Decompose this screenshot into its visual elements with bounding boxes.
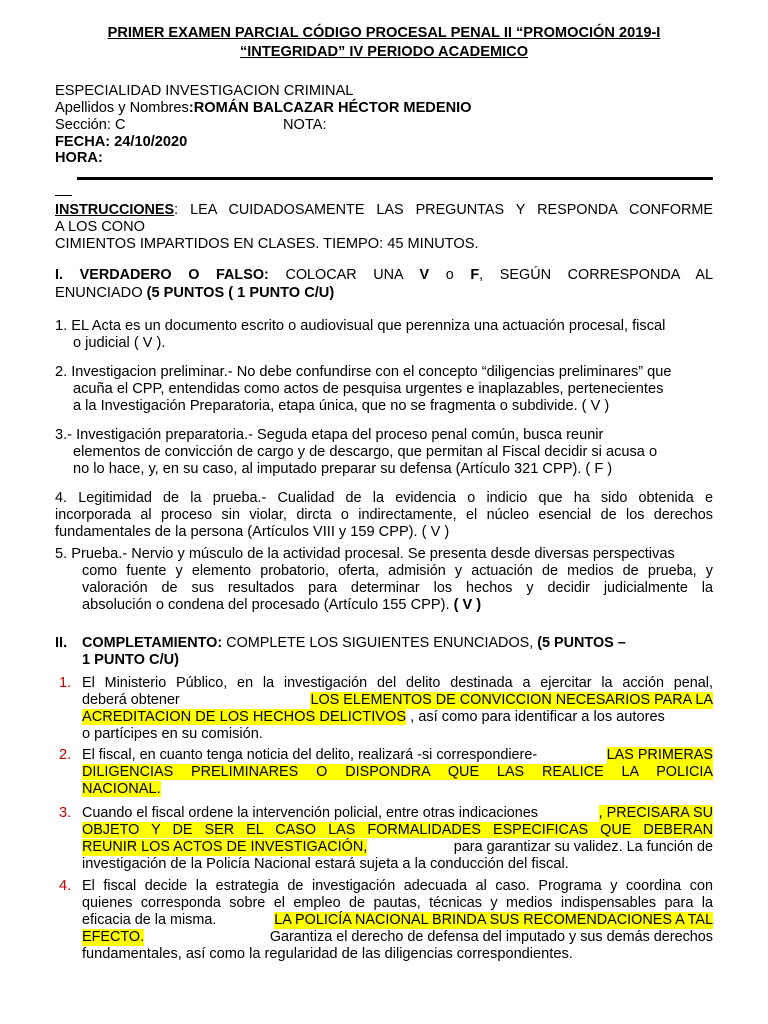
item-4-line-1: El fiscal decide la estrategia de investigación adecuada al caso. Programa y coordina con [82,878,713,894]
item-3-line-4: investigación de la Policía Nacional estará sujeta a la conducción del fiscal. [82,856,569,872]
item-1-number: 1. [59,675,72,691]
item-3-line-3: REUNIR LOS ACTOS DE INVESTIGACIÓN, para garantizar su validez. La función de [82,839,713,855]
item-4-line-3: eficacia de la misma. LA POLICÍA NACIONAL BRINDA SUS RECOMENDACIONES A TAL [82,912,713,928]
question-4-line-2: incorporada al proceso sin violar, dircta o indirectamente, el núcleo esencial de los derechos [55,507,713,523]
item-2-answer-part-1: LAS PRIMERAS [606,747,713,763]
section-2-number: II. [55,635,68,651]
question-3-line-3: no lo hace, y, en su caso, al imputado preparar su defensa (Artículo 321 CPP). ( F ) [73,461,613,477]
section-2-heading: COMPLETAMIENTO: COMPLETE LOS SIGUIENTES ENUNCIADOS, (5 PUNTOS – [82,635,626,651]
item-3-line-2 [82,822,713,839]
item-3-line-1: Cuando el fiscal ordene la intervención policial, entre otras indicaciones , PRECISARA SU [82,805,713,821]
question-4-line-1: 4. Legitimidad de la prueba.- Cualidad de la evidencia o indicio que ha sido obtenida e [55,490,713,506]
item-4-line-2: quienes corresponda sobre el empleo de pautas, técnicas y medios indispensables para la [82,895,713,911]
item-1-answer-part-1: LOS ELEMENTOS DE CONVICCION NECESARIOS PARA LA [310,692,713,708]
instructions-line-3: CIMIENTOS IMPARTIDOS EN CLASES. TIEMPO: 45 MINUTOS. [55,236,479,252]
question-2-line-1: 2. Investigacion preliminar.- No debe confundirse con el concepto “diligencias preliminares” que [55,364,672,380]
item-2-line-1: El fiscal, en cuanto tenga noticia del delito, realizará -si correspondiere- LAS PRIMERAS [82,747,713,763]
question-1-line-2: o judicial ( V ). [73,335,166,351]
item-1-line-3: ACREDITACION DE LOS HECHOS DELICTIVOS , así como para identificar a los autores [82,709,665,725]
section: Sección: C [55,117,126,133]
question-2-line-3: a la Investigación Preparatoria, etapa única, que no se fragmenta o subdivide. ( V ) [73,398,610,414]
time-label: HORA: [55,150,103,166]
question-3-line-2: elementos de convicción de cargo y de descargo, que permitan al Fiscal decidir si acusa o [73,444,658,460]
item-2-answer-part-2: DILIGENCIAS PRELIMINARES O DISPONDRA QUE LAS REALICE LA POLICIA [82,764,713,780]
item-3-answer-part-2: OBJETO Y DE SER EL CASO LAS FORMALIDADES ESPECIFICAS QUE DEBERAN [82,822,713,838]
item-1-answer-part-2: ACREDITACION DE LOS HECHOS DELICTIVOS [82,709,407,725]
item-4-answer-part-2: EFECTO. [82,929,145,945]
question-5-line-3: valoración de sus resultados para determinar los hechos y decidir judicialmente la [82,580,713,596]
question-2-line-2: acuña el CPP, entendidas como actos de pesquisa urgentes e inaplazables, pertenecientes [73,381,664,397]
exam-title-line-1: PRIMER EXAMEN PARCIAL CÓDIGO PROCESAL PENAL II “PROMOCIÓN 2019-I [107,25,661,41]
item-3-answer-part-1: , PRECISARA SU [598,805,713,821]
item-2-line-3 [82,781,161,798]
section-2-heading-line-2: 1 PUNTO C/U) [82,652,180,668]
item-3-number: 3. [59,805,72,821]
question-5-line-1: 5. Prueba.- Nervio y músculo de la actividad procesal. Se presenta desde diversas perspectivas [55,546,675,562]
question-5-line-2: como fuente y elemento probatorio, oferta, admisión y actuación de medios de prueba, y [82,563,713,579]
instructions-line-2: A LOS CONO [55,219,146,235]
question-1-line-1: 1. EL Acta es un documento escrito o audiovisual que perenniza una actuación procesal, fiscal [55,318,666,334]
separator-stub [55,195,72,196]
item-4-line-5: fundamentales, así como la regularidad de las diligencias correspondientes. [82,946,573,962]
section-1-heading: I. VERDADERO O FALSO: COLOCAR UNA V o F, SEGÚN CORRESPONDA AL [55,267,714,283]
instructions-line-1: INSTRUCCIONES: LEA CUIDADOSAMENTE LAS PREGUNTAS Y RESPONDA CONFORME [55,202,713,218]
specialty: ESPECIALIDAD INVESTIGACION CRIMINAL [55,83,354,99]
separator-line [77,177,713,180]
item-1-line-1: El Ministerio Público, en la investigación del delito destinada a ejercitar la acción penal, [82,675,713,691]
item-2-line-2 [82,764,713,781]
student-name-row [55,100,472,117]
item-2-answer-part-3: NACIONAL. [82,781,161,797]
item-4-number: 4. [59,878,72,894]
exam-date: FECHA: 24/10/2020 [55,134,188,150]
item-3-answer-part-3: REUNIR LOS ACTOS DE INVESTIGACIÓN, [82,839,368,855]
question-5-line-4: absolución o condena del procesado (Artículo 155 CPP). ( V ) [82,597,482,613]
item-4-answer-part-1: LA POLICÍA NACIONAL BRINDA SUS RECOMENDACIONES A TAL [274,912,713,928]
item-4-line-4: EFECTO. Garantiza el derecho de defensa del imputado y sus demás derechos [82,929,713,945]
section-1-heading-line-2: ENUNCIADO (5 PUNTOS ( 1 PUNTO C/U) [55,285,335,301]
name-label: Apellidos y Nombres [55,100,189,116]
instructions-label: INSTRUCCIONES [55,202,175,218]
item-1-line-2: deberá obtener LOS ELEMENTOS DE CONVICCION NECESARIOS PARA LA [82,692,713,708]
name-value: :ROMÁN BALCAZAR HÉCTOR MEDENIO [188,100,472,116]
exam-title-line-2: “INTEGRIDAD” IV PERIODO ACADEMICO [239,44,529,60]
item-1-line-4: o partícipes en su comisión. [82,726,263,742]
grade-label: NOTA: [283,117,327,133]
item-2-number: 2. [59,747,72,763]
question-4-line-3: fundamentales de la persona (Artículos VIII y 159 CPP). ( V ) [55,524,450,540]
question-3-line-1: 3.- Investigación preparatoria.- Seguda etapa del proceso penal común, busca reunir [55,427,604,443]
